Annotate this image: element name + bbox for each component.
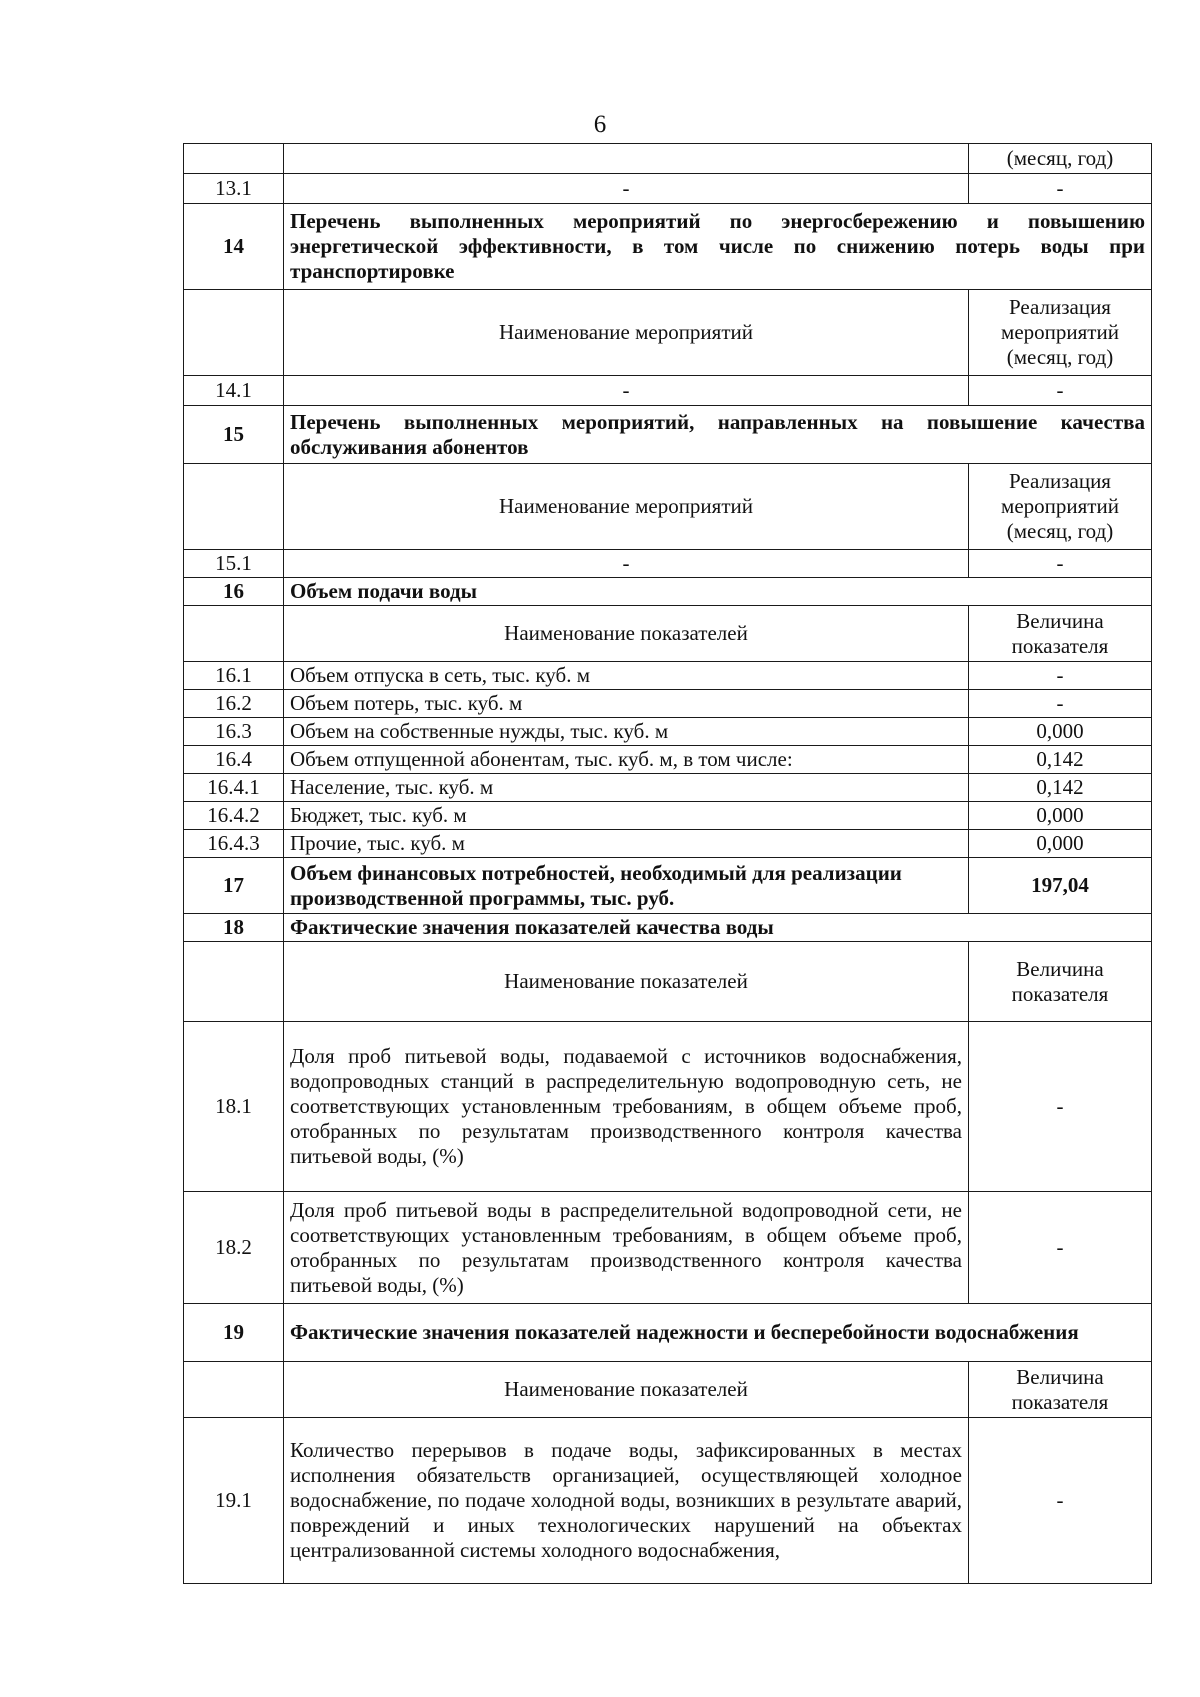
row-value: -	[969, 174, 1152, 204]
section-row	[184, 858, 1152, 914]
row-value: -	[969, 662, 1152, 690]
row-number	[184, 606, 284, 662]
section-number: 15	[184, 406, 284, 464]
row-number: 16.4.2	[184, 802, 284, 830]
section-number: 14	[184, 204, 284, 290]
row-value: -	[969, 690, 1152, 718]
column-header-value: Реализация мероприятий (месяц, год)	[969, 290, 1152, 376]
row-name: Бюджет, тыс. куб. м	[284, 802, 969, 830]
table-row	[184, 746, 1152, 774]
column-header-value: Величина показателя	[969, 1362, 1152, 1418]
row-value: 0,142	[969, 746, 1152, 774]
column-header-name: Наименование показателей	[284, 606, 969, 662]
section-number: 17	[184, 858, 284, 914]
table-row	[184, 550, 1152, 578]
section-title: Объем подачи воды	[284, 578, 1152, 606]
row-number	[184, 144, 284, 174]
table-header-row	[184, 942, 1152, 1022]
table-header-row	[184, 290, 1152, 376]
section-row	[184, 204, 1152, 290]
section-row	[184, 1304, 1152, 1362]
table-header-row	[184, 606, 1152, 662]
table-row	[184, 144, 1152, 174]
row-number: 15.1	[184, 550, 284, 578]
table-row	[184, 174, 1152, 204]
financial-needs-value: 197,04	[969, 858, 1152, 914]
column-header-name: Наименование показателей	[284, 942, 969, 1022]
section-number: 16	[184, 578, 284, 606]
column-header-value: Величина показателя	[969, 606, 1152, 662]
row-number: 16.3	[184, 718, 284, 746]
section-number: 18	[184, 914, 284, 942]
row-number: 16.1	[184, 662, 284, 690]
row-value: -	[969, 550, 1152, 578]
table-row	[184, 376, 1152, 406]
row-number: 14.1	[184, 376, 284, 406]
row-name: Объем отпущенной абонентам, тыс. куб. м, в том числе:	[284, 746, 969, 774]
row-number: 16.4.1	[184, 774, 284, 802]
section-title: Перечень выполненных мероприятий по энергосбережению и повышению энергетической эффективности, в том числе по снижению потерь воды при транспортировке	[284, 204, 1152, 290]
section-number: 19	[184, 1304, 284, 1362]
table-row	[184, 774, 1152, 802]
column-header-value: Реализация мероприятий (месяц, год)	[969, 464, 1152, 550]
section-title: Фактические значения показателей надежности и бесперебойности водоснабжения	[284, 1304, 1152, 1362]
row-name: -	[284, 550, 969, 578]
row-name: Доля проб питьевой воды в распределительной водопроводной сети, не соответствующих установленным требованиям, в общем объеме проб, отобранных по результатам производственного контроля качества питьевой воды, (%)	[284, 1192, 969, 1304]
table-header-row	[184, 464, 1152, 550]
section-row	[184, 914, 1152, 942]
row-value: (месяц, год)	[969, 144, 1152, 174]
row-number: 16.4	[184, 746, 284, 774]
table-row	[184, 690, 1152, 718]
row-value: -	[969, 1418, 1152, 1584]
page-number: 6	[593, 111, 607, 138]
row-name: Объем на собственные нужды, тыс. куб. м	[284, 718, 969, 746]
row-name: Прочие, тыс. куб. м	[284, 830, 969, 858]
column-header-value: Величина показателя	[969, 942, 1152, 1022]
column-header-name: Наименование мероприятий	[284, 290, 969, 376]
row-number: 16.4.3	[184, 830, 284, 858]
table-row	[184, 662, 1152, 690]
row-number: 16.2	[184, 690, 284, 718]
row-name: -	[284, 376, 969, 406]
row-value: -	[969, 1022, 1152, 1192]
row-value: 0,000	[969, 718, 1152, 746]
section-title: Фактические значения показателей качества воды	[284, 914, 1152, 942]
row-name: Объем потерь, тыс. куб. м	[284, 690, 969, 718]
section-title: Перечень выполненных мероприятий, направленных на повышение качества обслуживания абонентов	[284, 406, 1152, 464]
section-row	[184, 406, 1152, 464]
table-row	[184, 718, 1152, 746]
table-row	[184, 1022, 1152, 1192]
row-value: 0,142	[969, 774, 1152, 802]
column-header-name: Наименование показателей	[284, 1362, 969, 1418]
row-value: 0,000	[969, 830, 1152, 858]
row-name: Количество перерывов в подаче воды, зафиксированных в местах исполнения обязательств организацией, осуществляющей холодное водоснабжение, по подаче холодной воды, возникших в результате аварий, повреждений и иных технологических нарушений на объектах централизованной системы холодного водоснабжения,	[284, 1418, 969, 1584]
row-number: 18.2	[184, 1192, 284, 1304]
row-name: -	[284, 174, 969, 204]
section-title: Объем финансовых потребностей, необходимый для реализации производственной программы, тыс. руб.	[284, 858, 969, 914]
row-name: Доля проб питьевой воды, подаваемой с источников водоснабжения, водопроводных станций в распределительную водопроводную сеть, не соответствующих установленным требованиям, в общем объеме проб, отобранных по результатам производственного контроля качества питьевой воды, (%)	[284, 1022, 969, 1192]
row-number	[184, 464, 284, 550]
indicators-table	[183, 143, 1152, 1584]
table-row	[184, 1192, 1152, 1304]
row-number: 19.1	[184, 1418, 284, 1584]
table-row	[184, 830, 1152, 858]
table-row	[184, 1418, 1152, 1584]
row-name: Население, тыс. куб. м	[284, 774, 969, 802]
section-row	[184, 578, 1152, 606]
row-number	[184, 942, 284, 1022]
row-name: Объем отпуска в сеть, тыс. куб. м	[284, 662, 969, 690]
row-number	[184, 1362, 284, 1418]
table-header-row	[184, 1362, 1152, 1418]
column-header-name: Наименование мероприятий	[284, 464, 969, 550]
row-value: 0,000	[969, 802, 1152, 830]
row-name	[284, 144, 969, 174]
row-value: -	[969, 376, 1152, 406]
row-number: 13.1	[184, 174, 284, 204]
row-value: -	[969, 1192, 1152, 1304]
row-number: 18.1	[184, 1022, 284, 1192]
row-number	[184, 290, 284, 376]
table-row	[184, 802, 1152, 830]
